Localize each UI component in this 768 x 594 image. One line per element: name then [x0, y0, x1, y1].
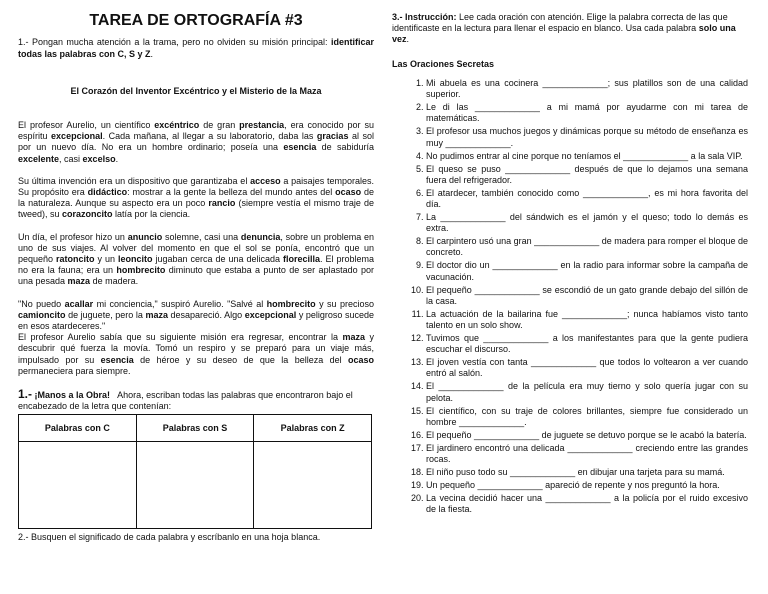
sentence-item: 13. El joven vestía con tanta _____________ que todos lo voltearon a ver cuando entró al salón.	[426, 357, 748, 379]
story-body	[18, 120, 374, 377]
sentence-item: 3. El profesor usa muchos juegos y dinámicas porque su método de enseñanza es muy _____________.	[426, 126, 748, 148]
activity-label: ¡Manos a la Obra!	[34, 390, 111, 401]
sentence-item: 12. Tuvimos que _____________ a los manifestantes para que la gente pudiera escuchar el discurso.	[426, 333, 748, 355]
sentence-item: 8. El carpintero usó una gran _____________ de madera para romper el bloque de concreto.	[426, 236, 748, 258]
sentence-item: 17. El jardinero encontró una delicada _____________ creciendo entre las grandes rocas.	[426, 443, 748, 465]
story-paragraph: El profesor Aurelio, un científico excéntrico de gran prestancia, era conocido por su espíritu excepcional. Cada mañana, al llegar a su laboratorio, daba las gracias al sol por un nuevo día. No era un hombre ordinario; poseía una esencia de sabiduría excelente, casi excelso.	[18, 120, 375, 164]
table-header: Palabras con C	[19, 415, 137, 442]
sentence-item: 11. La actuación de la bailarina fue _____________; nunca habíamos visto tanto talento en un solo show.	[426, 309, 748, 331]
sentence-item: 16. El pequeño _____________ de juguete se detuvo porque se le acabó la batería.	[426, 430, 748, 441]
table-header: Palabras con S	[136, 415, 254, 442]
footer-instruction: 2.- Busquen el significado de cada palabra y escríbanlo en una hoja blanca.	[18, 532, 321, 543]
intro-instruction: 1.- Pongan mucha atención a la trama, pero no olviden su misión principal: identificar todas las palabras con C, S y Z.	[18, 37, 374, 59]
z-words-cell[interactable]	[254, 442, 372, 529]
activity-heading	[18, 389, 374, 412]
table-header: Palabras con Z	[254, 415, 372, 442]
sentence-item: 6. El atardecer, también conocido como _____________, es mi hora favorita del día.	[426, 188, 748, 210]
sentence-item: 20. La vecina decidió hacer una _____________ a la policía por el ruido excesivo de la fiesta.	[426, 493, 748, 515]
sentence-item: 19. Un pequeño _____________ apareció de repente y nos preguntó la hora.	[426, 480, 748, 491]
page-title: TAREA DE ORTOGRAFÍA #3	[89, 12, 303, 29]
story-paragraph: El profesor Aurelio sabía que su siguiente misión era regresar, encontrar la maza y descubrir qué fuerza la movía. Tomó un respiro y se preparó para un viaje más, impulsado por su esencia de héroe y su deseo de que la belleza del ocaso permaneciera para siempre.	[18, 332, 374, 376]
sentence-item: 14. El _____________ de la película era muy tierno y solo quería jugar con su pelota.	[426, 381, 748, 403]
s-words-cell[interactable]	[136, 442, 254, 529]
left-column	[18, 12, 374, 543]
sentence-item: 2. Le di las _____________ a mi mamá por ayudarme con mi tarea de matemáticas.	[426, 102, 748, 124]
sentence-item: 10. El pequeño _____________ se escondió de un gato grande debajo del sillón de la casa.	[426, 285, 748, 307]
sentence-item: 7. La _____________ del sándwich es el jamón y el queso; todo lo demás es extra.	[426, 212, 748, 234]
sentence-item: 5. El queso se puso _____________ después de que lo dejamos una semana fuera del refrigerador.	[426, 164, 748, 186]
sentence-list	[392, 78, 748, 515]
c-words-cell[interactable]	[19, 442, 137, 529]
words-table	[18, 414, 372, 529]
right-column	[392, 12, 748, 517]
sentence-item: 18. El niño puso todo su _____________ en dibujar una tarjeta para su mamá.	[426, 467, 748, 478]
sentence-item: 4. No pudimos entrar al cine porque no teníamos el _____________ a la sala VIP.	[426, 151, 748, 162]
sentence-item: 1. Mi abuela es una cocinera _____________; sus platillos son de una calidad superior.	[426, 78, 748, 100]
story-paragraph: Un día, el profesor hizo un anuncio solemne, casi una denuncia, sobre un problema en uno de sus viajes. Al volver del momento en que el sol se ponía, encontró que un pequeño ratoncito y un leoncito jugaban cerca de una delicada florecilla. El problema no era la fauna; era un hombrecito diminuto que estaba a punto de ser aplastado por una pesada maza de madera.	[18, 231, 375, 287]
activity-text: Ahora, escriban todas las palabras que encontraron bajo el encabezado de la letra que contenían:	[18, 390, 353, 412]
section-title: Las Oraciones Secretas	[392, 59, 495, 69]
story-paragraph: Su última invención era un dispositivo que garantizaba el acceso a paisajes temporales. Su propósito era didáctico: mostrar a la gente la belleza del mundo antes del ocaso de la naturaleza. Aunque su aspecto era un poco rancio (siempre vestía el mismo traje de tweed), su corazoncito latía por la ciencia.	[18, 175, 375, 220]
story-title: El Corazón del Inventor Excéntrico y el Misterio de la Maza	[70, 86, 322, 96]
sentence-item: 9. El doctor dio un _____________ en la radio para informar sobre la campaña de vacunación.	[426, 260, 748, 282]
activity-number: 1.-	[18, 387, 33, 402]
sentence-item: 15. El científico, con su traje de colores brillantes, siempre fue considerado un hombre _____________.	[426, 406, 748, 428]
story-paragraph: "No puedo acallar mi conciencia," suspiró Aurelio. "Salvé al hombrecito y su precioso camioncito de juguete, pero la maza desapareció. Algo excepcional y peligroso sucede en esos atardeceres."	[18, 298, 375, 332]
instruction-3: 3.- Instrucción: Lee cada oración con atención. Elige la palabra correcta de las que identificaste en la lectura para llenar el espacio en blanco. Usa cada palabra solo una vez.	[392, 12, 736, 44]
